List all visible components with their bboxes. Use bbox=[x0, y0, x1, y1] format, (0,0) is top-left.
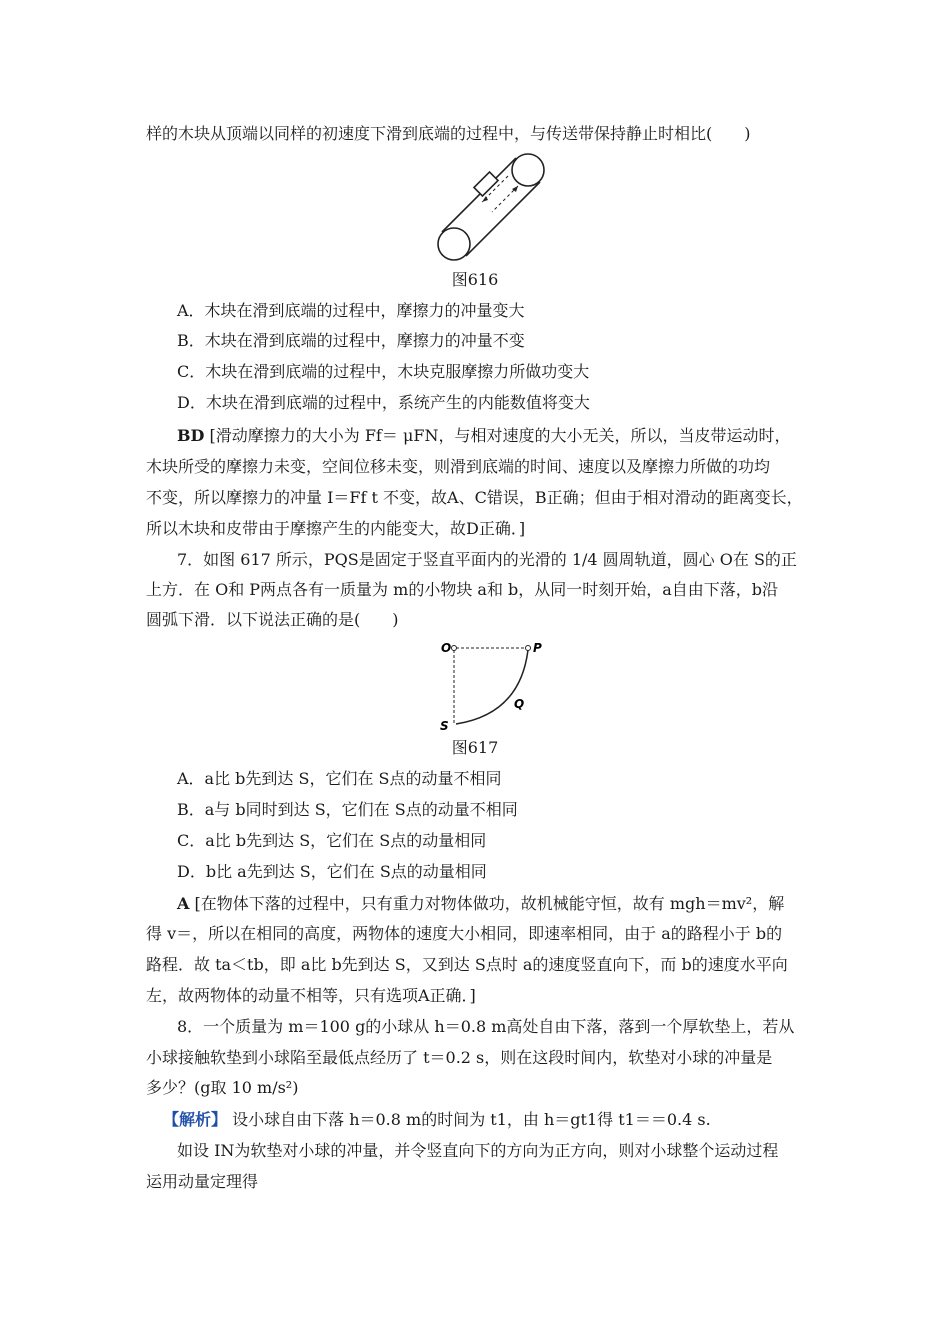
point-p bbox=[526, 646, 531, 651]
point-o bbox=[452, 646, 457, 651]
text-line: 所以木块和皮带由于摩擦产生的内能变大，故D正确．] bbox=[146, 519, 526, 538]
option-c: C．木块在滑到底端的过程中，木块克服摩擦力所做功变大 bbox=[177, 362, 590, 381]
answer-line bbox=[177, 893, 784, 915]
text-line: 运用动量定理得 bbox=[146, 1172, 259, 1191]
arc-track bbox=[456, 650, 528, 724]
option-b: B．a与 b同时到达 S，它们在 S点的动量不相同 bbox=[177, 800, 518, 819]
bottom-pulley bbox=[438, 228, 470, 260]
belt-lower bbox=[466, 182, 540, 256]
label-q: Q bbox=[514, 697, 525, 711]
answer-text: [滑动摩擦力的大小为 Ff＝ μFN，与相对速度的大小无关，所以，当皮带运动时， bbox=[209, 426, 791, 445]
label-p: P bbox=[533, 641, 542, 655]
text-line: 小球接触软垫到小球陷至最低点经历了 t＝0.2 s，则在这段时间内，软垫对小球的冲量是 bbox=[146, 1048, 773, 1067]
question-8: 8．一个质量为 m＝100 g的小球从 h＝0.8 m高处自由下落，落到一个厚软垫上，若从 bbox=[177, 1017, 795, 1036]
text-line: 左，故两物体的动量不相等，只有选项A正确．] bbox=[146, 986, 476, 1005]
option-d: D．木块在滑到底端的过程中，系统产生的内能数值将变大 bbox=[177, 393, 590, 412]
answer-key: BD bbox=[177, 426, 205, 445]
option-a: A．木块在滑到底端的过程中，摩擦力的冲量变大 bbox=[177, 301, 525, 320]
option-b: B．木块在滑到底端的过程中，摩擦力的冲量不变 bbox=[177, 331, 525, 350]
label-o: O bbox=[441, 641, 452, 655]
text-line: 木块所受的摩擦力未变，空间位移未变，则滑到底端的时间、速度以及摩擦力所做的功均 bbox=[146, 457, 771, 476]
quarter-circle-figure bbox=[432, 638, 552, 738]
option-d: D．b比 a先到达 S，它们在 S点的动量相同 bbox=[177, 862, 487, 881]
wooden-block bbox=[474, 172, 498, 196]
option-a: A．a比 b先到达 S，它们在 S点的动量不相同 bbox=[177, 769, 502, 788]
figure-caption: 图616 bbox=[451, 270, 499, 289]
belt-upper bbox=[442, 158, 516, 232]
answer-line bbox=[177, 425, 790, 447]
answer-text: [在物体下落的过程中，只有重力对物体做功，故机械能守恒，故有 mgh＝mv²，解 bbox=[194, 894, 785, 913]
text-line: 如设 IN为软垫对小球的冲量，并令竖直向下的方向为正方向，则对小球整个运动过程 bbox=[177, 1141, 779, 1160]
figure-caption: 图617 bbox=[451, 738, 499, 757]
solution-text: 设小球自由下落 h＝0.8 m的时间为 t1，由 h＝gt1得 t1＝＝0.4 s. bbox=[232, 1110, 711, 1129]
question-7: 7．如图 617 所示，PQS是固定于竖直平面内的光滑的 1/4 圆周轨道，圆心 O在 S的正 bbox=[177, 550, 797, 569]
label-s: S bbox=[440, 719, 449, 733]
answer-key: A bbox=[177, 894, 190, 913]
option-c: C．a比 b先到达 S，它们在 S点的动量相同 bbox=[177, 831, 487, 850]
text-line: 圆弧下滑．以下说法正确的是( ) bbox=[146, 610, 399, 629]
text-line: 样的木块从顶端以同样的初速度下滑到底端的过程中，与传送带保持静止时相比( ) bbox=[146, 124, 751, 143]
solution-line bbox=[163, 1109, 711, 1131]
text-line: 上方．在 O和 P两点各有一质量为 m的小物块 a和 b，从同一时刻开始，a自由下落，b沿 bbox=[146, 580, 779, 599]
conveyor-belt-figure bbox=[430, 150, 550, 265]
solution-key: 【解析】 bbox=[163, 1110, 228, 1129]
text-line: 得 v＝，所以在相同的高度，两物体的速度大小相同，即速率相同，由于 a的路程小于 b的 bbox=[146, 924, 783, 943]
text-line: 路程．故 ta＜tb，即 a比 b先到达 S，又到达 S点时 a的速度竖直向下，而 b的速度水平向 bbox=[146, 955, 788, 974]
text-line: 不变，所以摩擦力的冲量 I＝Ff t 不变，故A、C错误，B正确；但由于相对滑动的距离变长， bbox=[146, 488, 803, 507]
top-pulley bbox=[512, 154, 544, 186]
text-line: 多少？(g取 10 m/s²) bbox=[146, 1078, 299, 1097]
